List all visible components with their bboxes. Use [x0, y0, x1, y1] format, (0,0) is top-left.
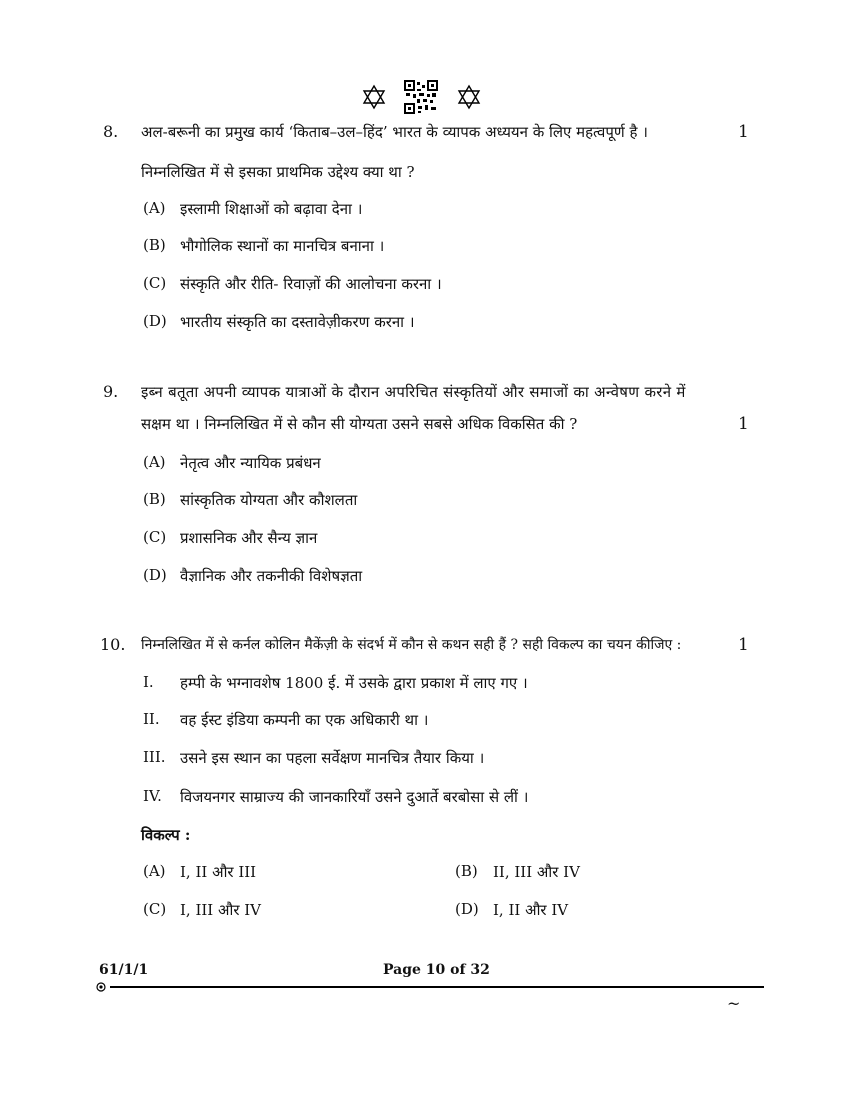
question-text: निम्नलिखित में से कर्नल कोलिन मैकेंज़ी के संदर्भ में कौन से कथन सही हैं ? सही विकल्प का चयन कीजिए : [141, 637, 682, 653]
option-label: (C) [143, 900, 167, 918]
option-text: I, III और IV [180, 901, 262, 919]
option-label: (A) [143, 199, 166, 217]
option-text: II, III और IV [493, 863, 580, 881]
question-text: निम्नलिखित में से इसका प्राथमिक उद्देश्य क्या था ? [141, 163, 415, 181]
statement-text: वह ईस्ट इंडिया कम्पनी का एक अधिकारी था । [180, 711, 429, 729]
option-label: (B) [143, 490, 166, 508]
option-text: इस्लामी शिक्षाओं को बढ़ावा देना । [180, 200, 363, 218]
question-number: 10. [100, 635, 126, 654]
option-label: (B) [455, 862, 478, 880]
statement-text: विजयनगर साम्राज्य की जानकारियाँ उसने दुआर्ते बरबोसा से लीं । [180, 788, 529, 806]
page-header [0, 78, 850, 118]
question-number: 9. [103, 382, 119, 401]
ornament-icon [96, 982, 106, 992]
corner-mark: ~ [727, 994, 741, 1013]
option-label: (D) [143, 312, 167, 330]
option-text: सांस्कृतिक योग्यता और कौशलता [180, 491, 358, 509]
star-of-david-icon [361, 84, 387, 110]
page-number: Page 10 of 32 [383, 962, 490, 978]
question-text: सक्षम था । निम्नलिखित में से कौन सी योग्यता उसने सबसे अधिक विकसित की ? [141, 415, 578, 433]
option-label: (B) [143, 236, 166, 254]
option-text: प्रशासनिक और सैन्य ज्ञान [180, 529, 318, 547]
qr-code-icon [404, 80, 438, 114]
option-label: (D) [143, 566, 167, 584]
statement-label: I. [143, 673, 154, 691]
paper-code: 61/1/1 [99, 962, 149, 978]
option-text: वैज्ञानिक और तकनीकी विशेषज्ञता [180, 567, 363, 585]
statement-label: II. [143, 710, 160, 728]
options-heading: विकल्प : [141, 826, 191, 844]
option-label: (D) [455, 900, 479, 918]
statement-label: III. [143, 748, 166, 766]
option-text: नेतृत्व और न्यायिक प्रबंधन [180, 454, 321, 472]
statement-label: IV. [143, 787, 162, 805]
star-of-david-icon [456, 84, 482, 110]
option-text: भौगोलिक स्थानों का मानचित्र बनाना । [180, 237, 385, 255]
question-marks: 1 [738, 635, 749, 655]
question-text: इब्न बतूता अपनी व्यापक यात्राओं के दौरान अपरिचित संस्कृतियों और समाजों का अन्वेषण करने में [141, 383, 686, 401]
footer-divider [110, 986, 764, 988]
option-label: (C) [143, 274, 167, 292]
option-text: I, II और III [180, 863, 257, 881]
option-label: (A) [143, 862, 166, 880]
question-text: अल-बरूनी का प्रमुख कार्य ‘किताब–उल–हिंद’ भारत के व्यापक अध्ययन के लिए महत्वपूर्ण है । [141, 123, 648, 141]
option-label: (C) [143, 528, 167, 546]
question-number: 8. [103, 122, 119, 141]
option-text: I, II और IV [493, 901, 569, 919]
option-label: (A) [143, 453, 166, 471]
statement-text: हम्पी के भग्नावशेष 1800 ई. में उसके द्वारा प्रकाश में लाए गए । [180, 674, 528, 692]
question-marks: 1 [738, 122, 749, 142]
option-text: भारतीय संस्कृति का दस्तावेज़ीकरण करना । [180, 313, 415, 331]
statement-text: उसने इस स्थान का पहला सर्वेक्षण मानचित्र तैयार किया । [180, 749, 485, 767]
option-text: संस्कृति और रीति- रिवाज़ों की आलोचना करना । [180, 275, 442, 293]
question-marks: 1 [738, 414, 749, 434]
